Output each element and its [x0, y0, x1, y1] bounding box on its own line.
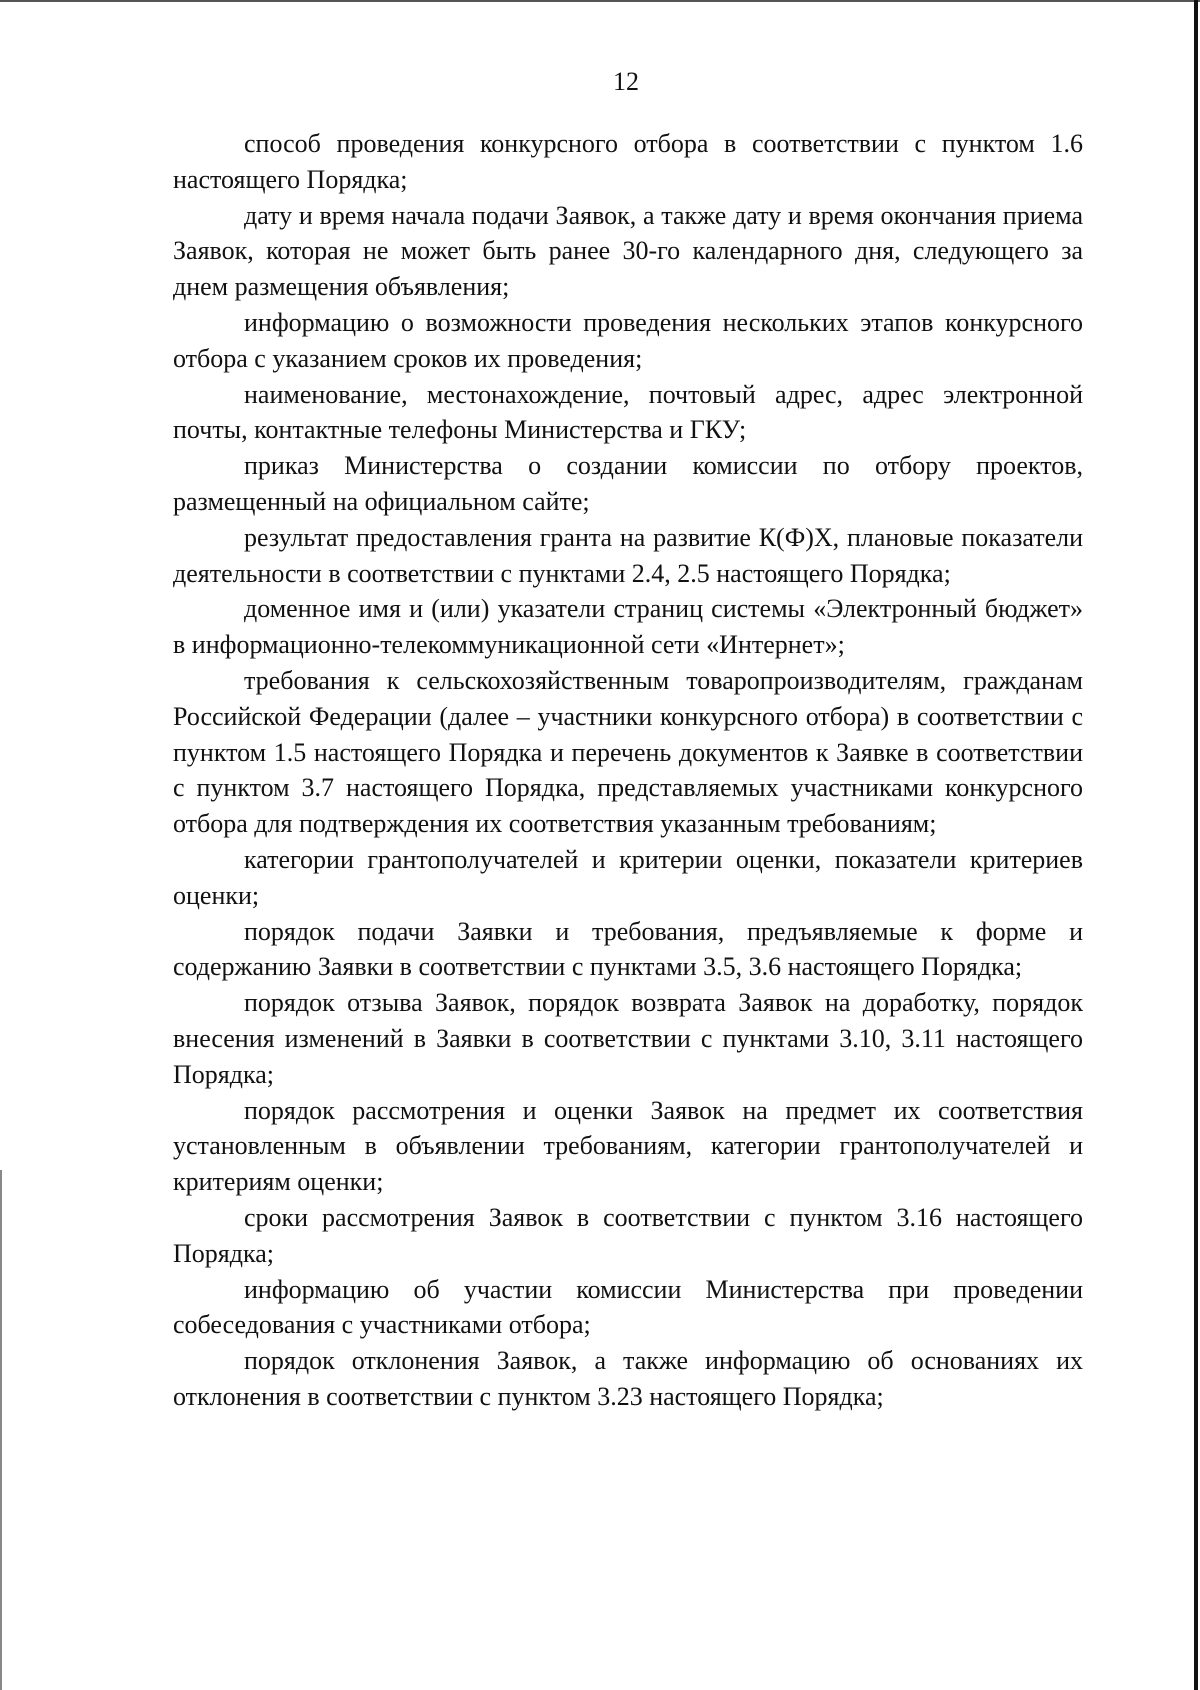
paragraph-participant-requirements: требования к сельскохозяйственным товаропроизводителям, гражданам Российской Федерации (далее – участники конкурсного отбора) в соответствии с пунктом 1.5 настоящего Порядка и перечень документов к Заявке в соответствии с пунктом 3.7 настоящего Порядка, представляемых участниками конкурсного отбора для подтверждения их соответствия указанным требованиям;: [173, 665, 1083, 839]
paragraph-grant-result: результат предоставления гранта на развитие К(Ф)Х, плановые показатели деятельности в соответствии с пунктами 2.4, 2.5 настоящего Порядка;: [173, 522, 1083, 588]
paragraph-review-procedure: порядок рассмотрения и оценки Заявок на предмет их соответствия установленным в объявлении требованиям, категории грантополучателей и критериям оценки;: [173, 1095, 1083, 1197]
scan-edge-top: [0, 0, 1200, 2]
document-body: [173, 126, 1083, 1415]
paragraph-evaluation-criteria: категории грантополучателей и критерии оценки, показатели критериев оценки;: [173, 844, 1083, 910]
paragraph-commission-order: приказ Министерства о создании комиссии по отбору проектов, размещенный на официальном сайте;: [173, 451, 1083, 516]
paragraph-application-withdrawal: порядок отзыва Заявок, порядок возврата Заявок на доработку, порядок внесения изменений в Заявки в соответствии с пунктами 3.10, 3.11 настоящего Порядка;: [173, 988, 1083, 1089]
scan-edge-left: [0, 1170, 2, 1690]
paragraph-contact-details: наименование, местонахождение, почтовый адрес, адрес электронной почты, контактные телефоны Министерства и ГКУ;: [173, 379, 1083, 445]
paragraph-interview-info: информацию об участии комиссии Министерства при проведении собеседования с участниками отбора;: [173, 1274, 1083, 1340]
page-number: 12: [613, 67, 639, 96]
paragraph-application-procedure: порядок подачи Заявки и требования, предъявляемые к форме и содержанию Заявки в соответствии с пунктами 3.5, 3.6 настоящего Порядка;: [173, 916, 1083, 982]
paragraph-review-terms: сроки рассмотрения Заявок в соответствии с пунктом 3.16 настоящего Порядка;: [173, 1202, 1083, 1268]
paragraph-selection-stages: информацию о возможности проведения нескольких этапов конкурсного отбора с указанием сроков их проведения;: [173, 307, 1083, 373]
paragraph-rejection-procedure: порядок отклонения Заявок, а также информацию об основаниях их отклонения в соответствии с пунктом 3.23 настоящего Порядка;: [173, 1346, 1083, 1411]
scan-edge-right: [1194, 0, 1198, 1690]
paragraph-selection-method: способ проведения конкурсного отбора в соответствии с пунктом 1.6 настоящего Порядка;: [173, 129, 1083, 194]
paragraph-domain-name: доменное имя и (или) указатели страниц системы «Электронный бюджет» в информационно-телекоммуникационной сети «Интернет»;: [173, 594, 1083, 660]
paragraph-submission-dates: дату и время начала подачи Заявок, а также дату и время окончания приема Заявок, которая не может быть ранее 30-го календарного дня, следующего за днем размещения объявления;: [173, 200, 1083, 302]
